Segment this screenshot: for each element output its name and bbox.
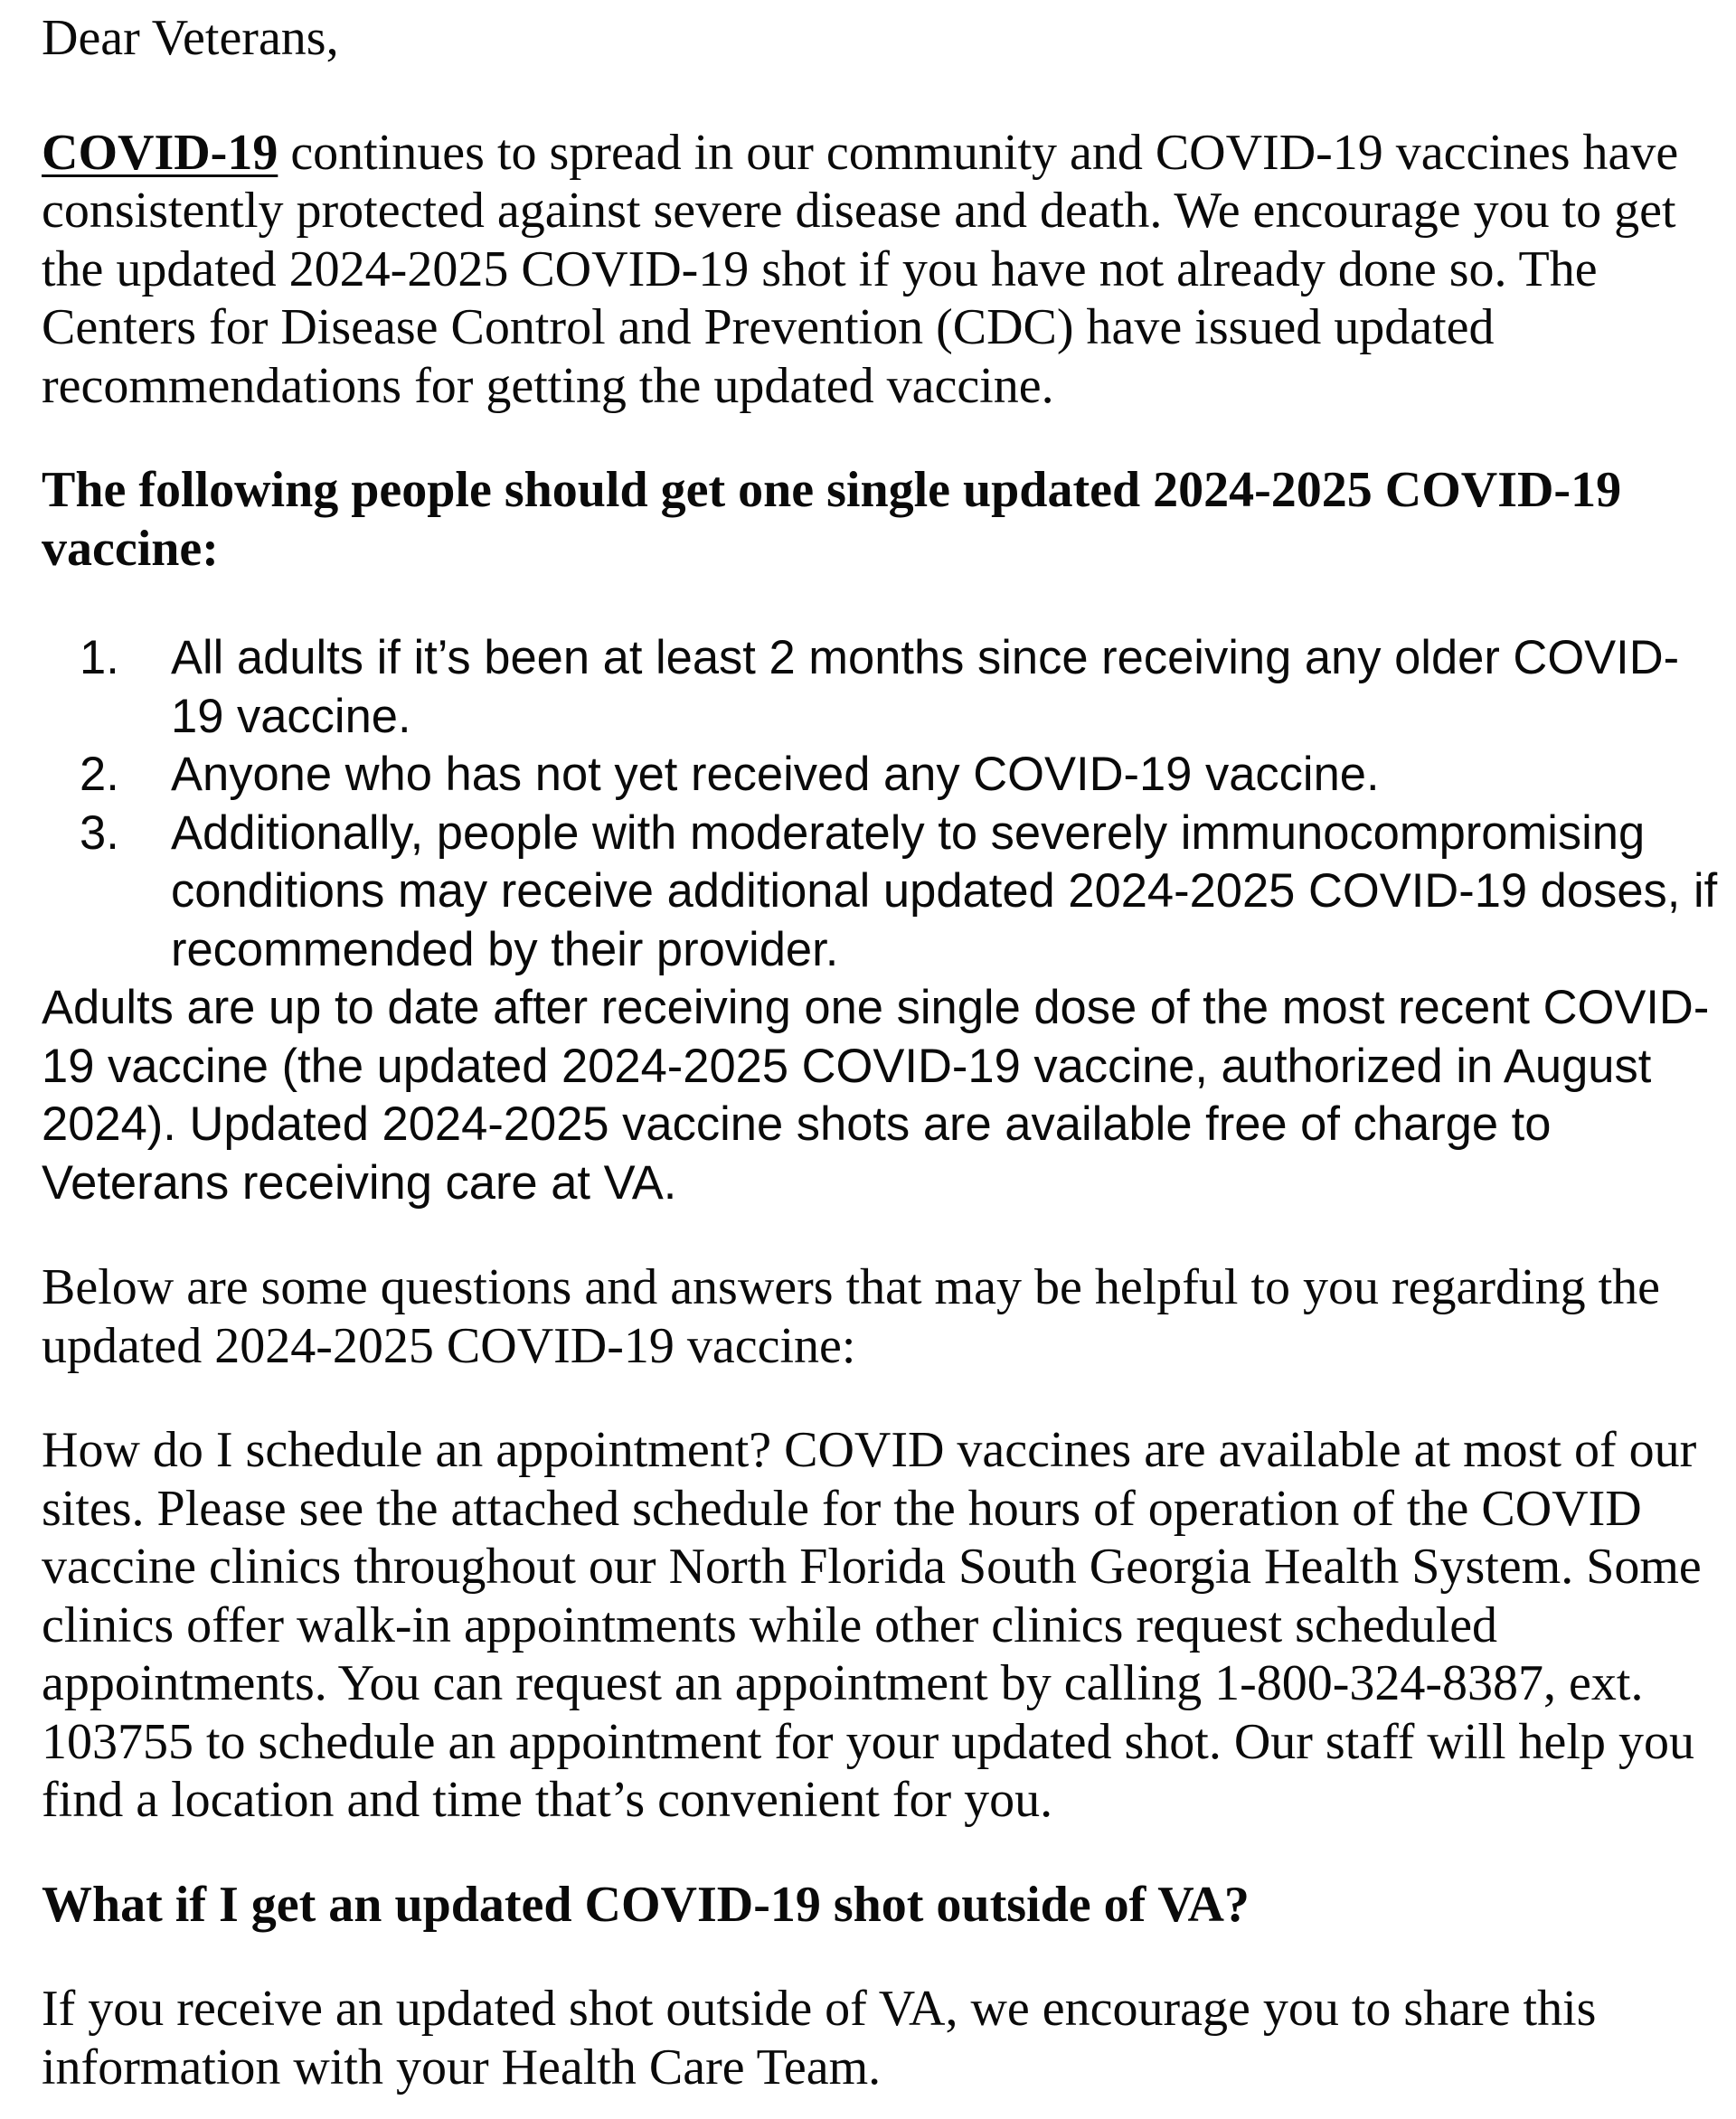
schedule-paragraph: How do I schedule an appointment? COVID vaccines are available at most of our sites. Please see the attached schedule for the hours of operation of the COVID vaccine clinics throughout our North Florida South Georgia Health System. Some clinics offer walk-in appointments while other clinics request scheduled appointments. You can request an appointment by calling 1-800-324-8387, ext. 103755 to schedule an appointment for your updated shot. Our staff will help you find a location and time that’s convenient for you. [42, 1422, 1702, 1828]
list-item-number: 1. [80, 631, 119, 684]
greeting: Dear Veterans, [42, 10, 339, 66]
list-item-text: Anyone who has not yet received any COVID-19 vaccine. [171, 748, 1380, 801]
outside-va-answer: If you receive an updated shot outside of VA, we encourage you to share this information with your Health Care Team. [42, 1981, 1597, 2095]
list-item-number: 3. [80, 805, 119, 860]
list-item [42, 746, 1723, 805]
list-item [42, 629, 1723, 746]
letter-body [42, 0, 1723, 2096]
list-item [42, 805, 1723, 980]
qa-intro-paragraph: Below are some questions and answers that may be helpful to you regarding the updated 2024-2025 COVID-19 vaccine: [42, 1259, 1660, 1374]
eligibility-list [42, 629, 1723, 979]
outside-va-question: What if I get an updated COVID-19 shot outside of VA? [42, 1876, 1250, 1933]
intro-paragraph [42, 124, 1723, 416]
covid-19-link[interactable]: COVID-19 [42, 124, 278, 181]
list-item-text: Additionally, people with moderately to severely immunocompromising conditions may receive additional updated 2024-2025 COVID-19 doses, if recommended by their provider. [171, 805, 1718, 976]
eligibility-heading: The following people should get one single updated 2024-2025 COVID-19 vaccine: [42, 462, 1622, 577]
up-to-date-paragraph: Adults are up to date after receiving one single dose of the most recent COVID-19 vaccine (the updated 2024-2025 COVID-19 vaccine, authorized in August 2024). Updated 2024-2025 vaccine shots are available free of charge to Veterans receiving care at VA. [42, 981, 1710, 1210]
list-item-text: All adults if it’s been at least 2 months since receiving any older COVID-19 vaccine. [171, 631, 1680, 743]
intro-text: continues to spread in our community and COVID-19 vaccines have consistently protected against severe disease and death. We encourage you to get the updated 2024-2025 COVID-19 shot if you have not already done so. The Centers for Disease Control and Prevention (CDC) have issued updated recommendations for getting the updated vaccine. [42, 124, 1679, 414]
list-item-number: 2. [80, 748, 119, 801]
